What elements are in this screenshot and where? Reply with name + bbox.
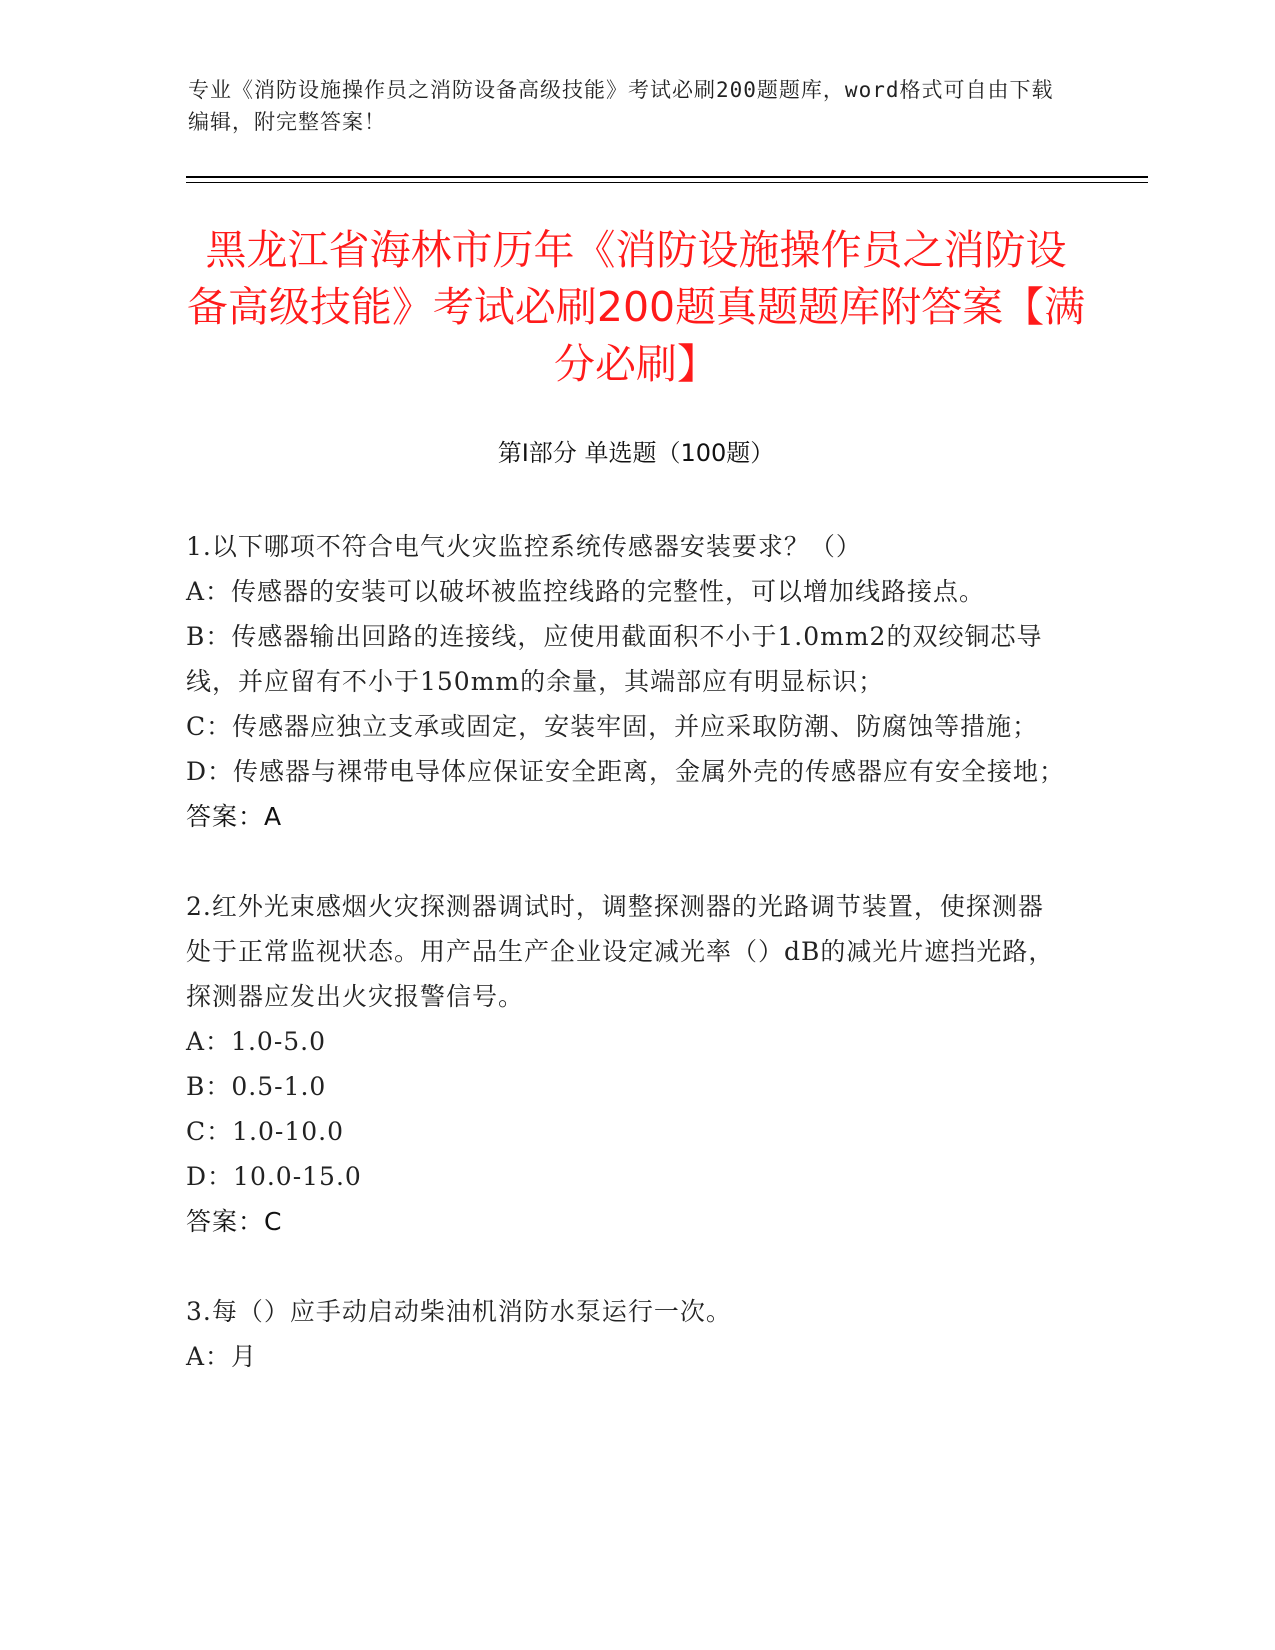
question-spacer xyxy=(186,1244,1066,1289)
question-stem: 1.以下哪项不符合电气火灾监控系统传感器安装要求？（） xyxy=(186,532,862,561)
option-d: D：10.0-15.0 xyxy=(186,1162,362,1191)
question-list xyxy=(186,524,1066,1379)
option-c: C：1.0-10.0 xyxy=(186,1117,344,1146)
option-c: C：传感器应独立支承或固定，安装牢固，并应采取防潮、防腐蚀等措施； xyxy=(186,712,1039,741)
question-2 xyxy=(186,884,1066,1244)
section-title: 第Ⅰ部分 单选题（100题） xyxy=(497,439,775,467)
option-b: B：0.5-1.0 xyxy=(186,1072,327,1101)
option-a: A：月 xyxy=(186,1342,258,1371)
header-note: 专业《消防设施操作员之消防设备高级技能》考试必刷200题题库，word格式可自由下载编辑，附完整答案！ xyxy=(188,78,1054,134)
header-divider-thick xyxy=(186,176,1148,178)
option-a: A：传感器的安装可以破坏被监控线路的完整性，可以增加线路接点。 xyxy=(186,577,986,606)
question-stem: 2.红外光束感烟火灾探测器调试时，调整探测器的光路调节装置，使探测器处于正常监视状态。用产品生产企业设定减光率（）dB的减光片遮挡光路，探测器应发出火灾报警信号。 xyxy=(186,892,1055,1011)
option-d: D：传感器与裸带电导体应保证安全距离，金属外壳的传感器应有安全接地； xyxy=(186,757,1066,786)
option-b: B：传感器输出回路的连接线，应使用截面积不小于1.0mm2的双绞铜芯导线，并应留有不小于150mm的余量，其端部应有明显标识； xyxy=(186,622,1043,696)
question-3 xyxy=(186,1289,1066,1379)
question-stem: 3.每（）应手动启动柴油机消防水泵运行一次。 xyxy=(186,1297,732,1326)
answer-label: 答案：A xyxy=(186,802,283,831)
option-a: A：1.0-5.0 xyxy=(186,1027,327,1056)
question-1 xyxy=(186,524,1066,839)
question-spacer xyxy=(186,839,1066,884)
header-divider-thin xyxy=(186,182,1148,183)
document-title: 黑龙江省海林市历年《消防设施操作员之消防设备高级技能》考试必刷200题真题题库附答案【满分必刷】 xyxy=(186,226,1086,388)
answer-label: 答案：C xyxy=(186,1207,283,1236)
